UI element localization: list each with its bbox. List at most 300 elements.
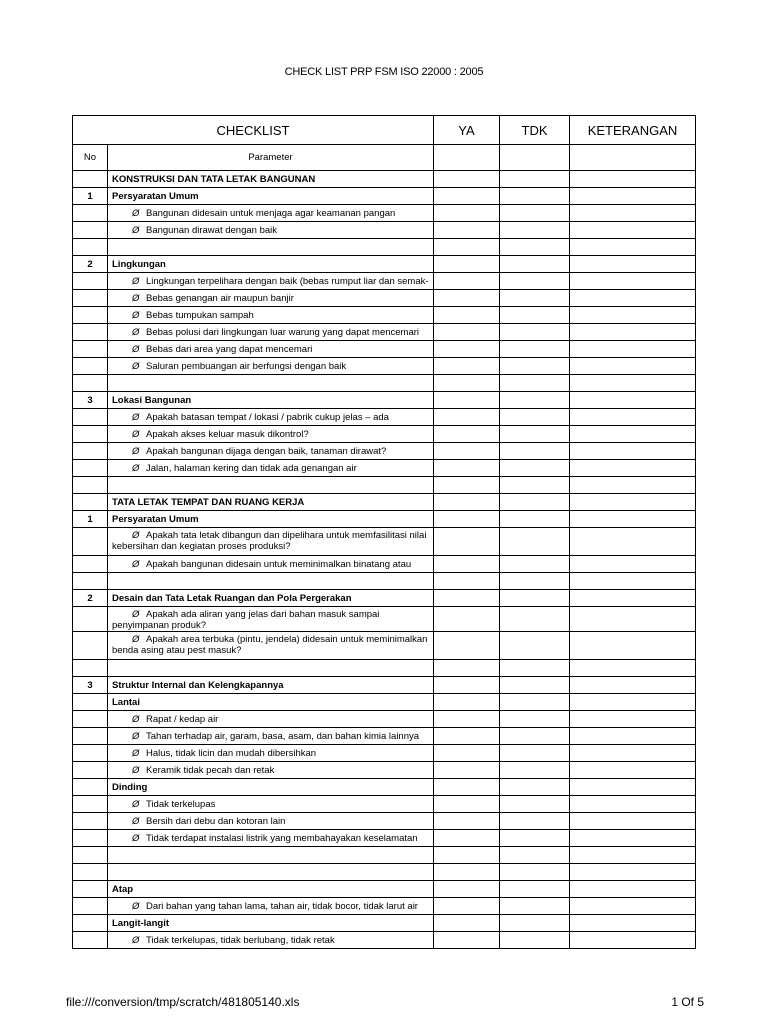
tdk-cell[interactable]	[500, 632, 570, 660]
ya-cell[interactable]	[434, 409, 500, 426]
tdk-cell[interactable]	[500, 188, 570, 205]
keterangan-cell[interactable]	[570, 779, 696, 796]
row-parameter-text: Lingkungan terpelihara dengan baik (bebas rumput liar dan semak-	[146, 275, 429, 287]
keterangan-cell[interactable]	[570, 660, 696, 677]
header-ya: YA	[434, 116, 500, 145]
row-number	[73, 898, 108, 915]
tdk-cell[interactable]	[500, 273, 570, 290]
tdk-cell[interactable]	[500, 694, 570, 711]
bullet-arrow-icon: Ø	[132, 634, 140, 645]
row-parameter-text: Apakah ada aliran yang jelas dari bahan masuk sampai penyimpanan produk?	[112, 609, 380, 631]
ya-cell[interactable]	[434, 830, 500, 847]
keterangan-cell[interactable]	[570, 409, 696, 426]
table-row	[73, 511, 696, 528]
row-parameter	[108, 864, 434, 881]
tdk-cell[interactable]	[500, 830, 570, 847]
row-parameter	[108, 813, 434, 830]
tdk-cell[interactable]	[500, 392, 570, 409]
tdk-cell[interactable]	[500, 426, 570, 443]
row-number: 2	[73, 256, 108, 273]
row-number	[73, 324, 108, 341]
ya-cell[interactable]	[434, 556, 500, 573]
row-parameter-text: Apakah akses keluar masuk dikontrol?	[146, 428, 309, 440]
row-number: 2	[73, 590, 108, 607]
tdk-cell[interactable]	[500, 932, 570, 949]
footer-page-number: 1 Of 5	[671, 995, 704, 1009]
bullet-arrow-icon: Ø	[132, 445, 140, 457]
row-number	[73, 341, 108, 358]
keterangan-cell[interactable]	[570, 573, 696, 590]
keterangan-cell[interactable]	[570, 290, 696, 307]
row-number	[73, 528, 108, 556]
row-number	[73, 932, 108, 949]
row-parameter: Lokasi Bangunan	[108, 392, 434, 409]
tdk-cell[interactable]	[500, 528, 570, 556]
row-number	[73, 881, 108, 898]
row-parameter	[108, 341, 434, 358]
tdk-cell[interactable]	[500, 660, 570, 677]
bullet-arrow-icon: Ø	[132, 713, 140, 725]
tdk-cell[interactable]	[500, 607, 570, 632]
footer-file-path: file:///conversion/tmp/scratch/481805140.xls	[66, 995, 300, 1009]
table-row	[73, 205, 696, 222]
tdk-cell[interactable]	[500, 711, 570, 728]
row-number	[73, 494, 108, 511]
table-row	[73, 341, 696, 358]
row-number	[73, 779, 108, 796]
row-parameter-text: Bebas dari area yang dapat mencemari	[146, 343, 313, 355]
bullet-arrow-icon: Ø	[132, 275, 140, 287]
ya-cell[interactable]	[434, 677, 500, 694]
tdk-cell[interactable]	[500, 239, 570, 256]
table-row	[73, 460, 696, 477]
row-number	[73, 694, 108, 711]
tdk-cell[interactable]	[500, 222, 570, 239]
keterangan-cell[interactable]	[570, 528, 696, 556]
row-parameter	[108, 830, 434, 847]
ya-cell[interactable]	[434, 239, 500, 256]
keterangan-cell[interactable]	[570, 847, 696, 864]
row-parameter	[108, 358, 434, 375]
row-number	[73, 813, 108, 830]
row-parameter	[108, 460, 434, 477]
row-number	[73, 632, 108, 660]
row-number	[73, 915, 108, 932]
row-parameter	[108, 426, 434, 443]
ya-cell[interactable]	[434, 392, 500, 409]
row-number	[73, 222, 108, 239]
keterangan-cell[interactable]	[570, 796, 696, 813]
row-number	[73, 443, 108, 460]
keterangan-cell[interactable]	[570, 171, 696, 188]
keterangan-cell[interactable]	[570, 443, 696, 460]
tdk-cell[interactable]	[500, 898, 570, 915]
document-title: CHECK LIST PRP FSM ISO 22000 : 2005	[284, 66, 484, 78]
row-number: 1	[73, 188, 108, 205]
table-row	[73, 796, 696, 813]
keterangan-cell[interactable]	[570, 813, 696, 830]
bullet-arrow-icon: Ø	[132, 798, 140, 810]
ya-cell[interactable]	[434, 745, 500, 762]
keterangan-cell[interactable]	[570, 205, 696, 222]
ya-cell[interactable]	[434, 188, 500, 205]
row-parameter: Struktur Internal dan Kelengkapannya	[108, 677, 434, 694]
tdk-cell[interactable]	[500, 881, 570, 898]
header-keterangan-cell	[570, 145, 696, 171]
ya-cell[interactable]	[434, 443, 500, 460]
row-parameter-text: Jalan, halaman kering dan tidak ada genangan air	[146, 462, 357, 474]
row-parameter-text: Rapat / kedap air	[146, 713, 219, 725]
ya-cell[interactable]	[434, 660, 500, 677]
tdk-cell[interactable]	[500, 375, 570, 392]
ya-cell[interactable]	[434, 273, 500, 290]
row-number	[73, 728, 108, 745]
row-parameter-text: Apakah tata letak dibangun dan dipelihara untuk memfasilitasi nilai kebersihan dan kegiatan proses produksi?	[112, 530, 427, 552]
table-row	[73, 847, 696, 864]
tdk-cell[interactable]	[500, 324, 570, 341]
ya-cell[interactable]	[434, 511, 500, 528]
row-parameter-text: Apakah bangunan didesain untuk meminimalkan binatang atau	[146, 558, 412, 570]
keterangan-cell[interactable]	[570, 632, 696, 660]
row-parameter-text: Keramik tidak pecah dan retak	[146, 764, 275, 776]
keterangan-cell[interactable]	[570, 830, 696, 847]
ya-cell[interactable]	[434, 307, 500, 324]
ya-cell[interactable]	[434, 915, 500, 932]
bullet-arrow-icon: Ø	[132, 815, 140, 827]
row-parameter-text: Bersih dari debu dan kotoran lain	[146, 815, 286, 827]
bullet-arrow-icon: Ø	[132, 343, 140, 355]
row-number	[73, 460, 108, 477]
bullet-arrow-icon: Ø	[132, 609, 140, 620]
keterangan-cell[interactable]	[570, 915, 696, 932]
bullet-arrow-icon: Ø	[132, 558, 140, 570]
row-parameter-text: Bangunan dirawat dengan baik	[146, 224, 277, 236]
table-row	[73, 375, 696, 392]
ya-cell[interactable]	[434, 728, 500, 745]
table-row	[73, 932, 696, 949]
header-tdk: TDK	[500, 116, 570, 145]
row-parameter-text: Halus, tidak licin dan mudah dibersihkan	[146, 747, 317, 759]
ya-cell[interactable]	[434, 796, 500, 813]
keterangan-cell[interactable]	[570, 358, 696, 375]
row-parameter	[108, 556, 434, 573]
ya-cell[interactable]	[434, 460, 500, 477]
row-number	[73, 762, 108, 779]
header-no: No	[73, 145, 108, 171]
row-parameter: Langit-langit	[108, 915, 434, 932]
bullet-arrow-icon: Ø	[132, 934, 140, 946]
ya-cell[interactable]	[434, 494, 500, 511]
keterangan-cell[interactable]	[570, 745, 696, 762]
row-parameter	[108, 796, 434, 813]
row-parameter-text: Bangunan didesain untuk menjaga agar keamanan pangan	[146, 207, 396, 219]
row-parameter: TATA LETAK TEMPAT DAN RUANG KERJA	[108, 494, 434, 511]
keterangan-cell[interactable]	[570, 392, 696, 409]
keterangan-cell[interactable]	[570, 556, 696, 573]
keterangan-cell[interactable]	[570, 375, 696, 392]
row-number	[73, 745, 108, 762]
table-row	[73, 779, 696, 796]
table-row	[73, 728, 696, 745]
row-parameter	[108, 222, 434, 239]
ya-cell[interactable]	[434, 171, 500, 188]
row-number	[73, 273, 108, 290]
tdk-cell[interactable]	[500, 477, 570, 494]
row-number	[73, 607, 108, 632]
row-parameter: Lingkungan	[108, 256, 434, 273]
row-parameter	[108, 409, 434, 426]
table-row	[73, 528, 696, 556]
row-parameter-text: Saluran pembuangan air berfungsi dengan baik	[146, 360, 347, 372]
row-parameter-text: Bebas polusi dari lingkungan luar warung yang dapat mencemari	[146, 326, 420, 338]
tdk-cell[interactable]	[500, 847, 570, 864]
tdk-cell[interactable]	[500, 256, 570, 273]
tdk-cell[interactable]	[500, 443, 570, 460]
ya-cell[interactable]	[434, 528, 500, 556]
ya-cell[interactable]	[434, 256, 500, 273]
table-row	[73, 222, 696, 239]
keterangan-cell[interactable]	[570, 324, 696, 341]
tdk-cell[interactable]	[500, 573, 570, 590]
keterangan-cell[interactable]	[570, 694, 696, 711]
keterangan-cell[interactable]	[570, 426, 696, 443]
keterangan-cell[interactable]	[570, 477, 696, 494]
tdk-cell[interactable]	[500, 796, 570, 813]
ya-cell[interactable]	[434, 762, 500, 779]
keterangan-cell[interactable]	[570, 711, 696, 728]
table-row	[73, 677, 696, 694]
ya-cell[interactable]	[434, 607, 500, 632]
table-row	[73, 813, 696, 830]
tdk-cell[interactable]	[500, 511, 570, 528]
row-parameter	[108, 273, 434, 290]
ya-cell[interactable]	[434, 881, 500, 898]
ya-cell[interactable]	[434, 632, 500, 660]
header-tdk-cell	[500, 145, 570, 171]
ya-cell[interactable]	[434, 222, 500, 239]
row-number	[73, 358, 108, 375]
ya-cell[interactable]	[434, 341, 500, 358]
table-row	[73, 426, 696, 443]
bullet-arrow-icon: Ø	[132, 900, 140, 912]
table-row	[73, 494, 696, 511]
table-row	[73, 392, 696, 409]
tdk-cell[interactable]	[500, 745, 570, 762]
row-parameter	[108, 847, 434, 864]
header-checklist: CHECKLIST	[73, 116, 434, 145]
table-row	[73, 556, 696, 573]
row-number: 3	[73, 392, 108, 409]
table-row	[73, 660, 696, 677]
keterangan-cell[interactable]	[570, 898, 696, 915]
ya-cell[interactable]	[434, 426, 500, 443]
ya-cell[interactable]	[434, 324, 500, 341]
bullet-arrow-icon: Ø	[132, 747, 140, 759]
keterangan-cell[interactable]	[570, 677, 696, 694]
row-parameter	[108, 660, 434, 677]
row-number	[73, 556, 108, 573]
table-row	[73, 694, 696, 711]
keterangan-cell[interactable]	[570, 222, 696, 239]
tdk-cell[interactable]	[500, 290, 570, 307]
row-number	[73, 409, 108, 426]
tdk-cell[interactable]	[500, 460, 570, 477]
row-number	[73, 796, 108, 813]
table-row	[73, 477, 696, 494]
row-number	[73, 307, 108, 324]
row-parameter	[108, 239, 434, 256]
tdk-cell[interactable]	[500, 813, 570, 830]
row-parameter	[108, 290, 434, 307]
row-number: 3	[73, 677, 108, 694]
row-parameter	[108, 443, 434, 460]
table-row	[73, 188, 696, 205]
ya-cell[interactable]	[434, 590, 500, 607]
table-row	[73, 881, 696, 898]
ya-cell[interactable]	[434, 813, 500, 830]
tdk-cell[interactable]	[500, 307, 570, 324]
table-row	[73, 573, 696, 590]
table-row	[73, 607, 696, 632]
row-number	[73, 239, 108, 256]
table-row	[73, 745, 696, 762]
tdk-cell[interactable]	[500, 205, 570, 222]
ya-cell[interactable]	[434, 694, 500, 711]
row-parameter: Persyaratan Umum	[108, 511, 434, 528]
ya-cell[interactable]	[434, 573, 500, 590]
row-parameter-text: Tahan terhadap air, garam, basa, asam, dan bahan kimia lainnya	[146, 730, 420, 742]
ya-cell[interactable]	[434, 711, 500, 728]
keterangan-cell[interactable]	[570, 273, 696, 290]
ya-cell[interactable]	[434, 779, 500, 796]
tdk-cell[interactable]	[500, 779, 570, 796]
row-parameter-text: Tidak terdapat instalasi listrik yang membahayakan keselamatan	[146, 832, 418, 844]
tdk-cell[interactable]	[500, 864, 570, 881]
keterangan-cell[interactable]	[570, 460, 696, 477]
table-row	[73, 239, 696, 256]
tdk-cell[interactable]	[500, 358, 570, 375]
tdk-cell[interactable]	[500, 556, 570, 573]
tdk-cell[interactable]	[500, 728, 570, 745]
bullet-arrow-icon: Ø	[132, 207, 140, 219]
tdk-cell[interactable]	[500, 677, 570, 694]
keterangan-cell[interactable]	[570, 239, 696, 256]
row-parameter-text: Bebas genangan air maupun banjir	[146, 292, 294, 304]
row-number	[73, 830, 108, 847]
ya-cell[interactable]	[434, 898, 500, 915]
tdk-cell[interactable]	[500, 409, 570, 426]
ya-cell[interactable]	[434, 375, 500, 392]
bullet-arrow-icon: Ø	[132, 730, 140, 742]
header-parameter: Parameter	[108, 145, 434, 171]
tdk-cell[interactable]	[500, 341, 570, 358]
table-row	[73, 830, 696, 847]
ya-cell[interactable]	[434, 864, 500, 881]
tdk-cell[interactable]	[500, 762, 570, 779]
keterangan-cell[interactable]	[570, 607, 696, 632]
bullet-arrow-icon: Ø	[132, 292, 140, 304]
row-parameter: Dinding	[108, 779, 434, 796]
keterangan-cell[interactable]	[570, 256, 696, 273]
keterangan-cell[interactable]	[570, 881, 696, 898]
ya-cell[interactable]	[434, 205, 500, 222]
table-row	[73, 443, 696, 460]
row-parameter: Lantai	[108, 694, 434, 711]
bullet-arrow-icon: Ø	[132, 462, 140, 474]
row-parameter	[108, 375, 434, 392]
tdk-cell[interactable]	[500, 915, 570, 932]
row-parameter	[108, 477, 434, 494]
keterangan-cell[interactable]	[570, 494, 696, 511]
ya-cell[interactable]	[434, 847, 500, 864]
row-parameter-text: Bebas tumpukan sampah	[146, 309, 254, 321]
bullet-arrow-icon: Ø	[132, 428, 140, 440]
bullet-arrow-icon: Ø	[132, 411, 140, 423]
keterangan-cell[interactable]	[570, 864, 696, 881]
tdk-cell[interactable]	[500, 171, 570, 188]
table-row	[73, 762, 696, 779]
ya-cell[interactable]	[434, 290, 500, 307]
row-parameter	[108, 932, 434, 949]
keterangan-cell[interactable]	[570, 341, 696, 358]
row-number	[73, 711, 108, 728]
table-row	[73, 171, 696, 188]
ya-cell[interactable]	[434, 932, 500, 949]
table-row	[73, 915, 696, 932]
row-parameter	[108, 528, 434, 556]
row-parameter: Desain dan Tata Letak Ruangan dan Pola Pergerakan	[108, 590, 434, 607]
bullet-arrow-icon: Ø	[132, 530, 140, 541]
ya-cell[interactable]	[434, 477, 500, 494]
row-parameter-text: Dari bahan yang tahan lama, tahan air, tidak bocor, tidak larut air	[146, 900, 418, 912]
tdk-cell[interactable]	[500, 494, 570, 511]
bullet-arrow-icon: Ø	[132, 764, 140, 776]
row-parameter-text: Apakah batasan tempat / lokasi / pabrik cukup jelas – ada	[146, 411, 389, 423]
tdk-cell[interactable]	[500, 590, 570, 607]
table-header-row	[73, 116, 696, 145]
row-parameter	[108, 745, 434, 762]
table-row	[73, 290, 696, 307]
row-number	[73, 426, 108, 443]
bullet-arrow-icon: Ø	[132, 360, 140, 372]
row-number	[73, 847, 108, 864]
table-row	[73, 632, 696, 660]
checklist-table	[72, 115, 696, 949]
table-row	[73, 711, 696, 728]
row-number	[73, 573, 108, 590]
row-number	[73, 477, 108, 494]
keterangan-cell[interactable]	[570, 590, 696, 607]
row-number	[73, 375, 108, 392]
table-row	[73, 898, 696, 915]
header-keterangan: KETERANGAN	[570, 116, 696, 145]
row-number: 1	[73, 511, 108, 528]
keterangan-cell[interactable]	[570, 511, 696, 528]
bullet-arrow-icon: Ø	[132, 224, 140, 236]
keterangan-cell[interactable]	[570, 762, 696, 779]
table-row	[73, 590, 696, 607]
row-number	[73, 205, 108, 222]
keterangan-cell[interactable]	[570, 728, 696, 745]
bullet-arrow-icon: Ø	[132, 309, 140, 321]
row-parameter	[108, 762, 434, 779]
row-number	[73, 660, 108, 677]
ya-cell[interactable]	[434, 358, 500, 375]
keterangan-cell[interactable]	[570, 307, 696, 324]
keterangan-cell[interactable]	[570, 932, 696, 949]
keterangan-cell[interactable]	[570, 188, 696, 205]
table-row	[73, 358, 696, 375]
